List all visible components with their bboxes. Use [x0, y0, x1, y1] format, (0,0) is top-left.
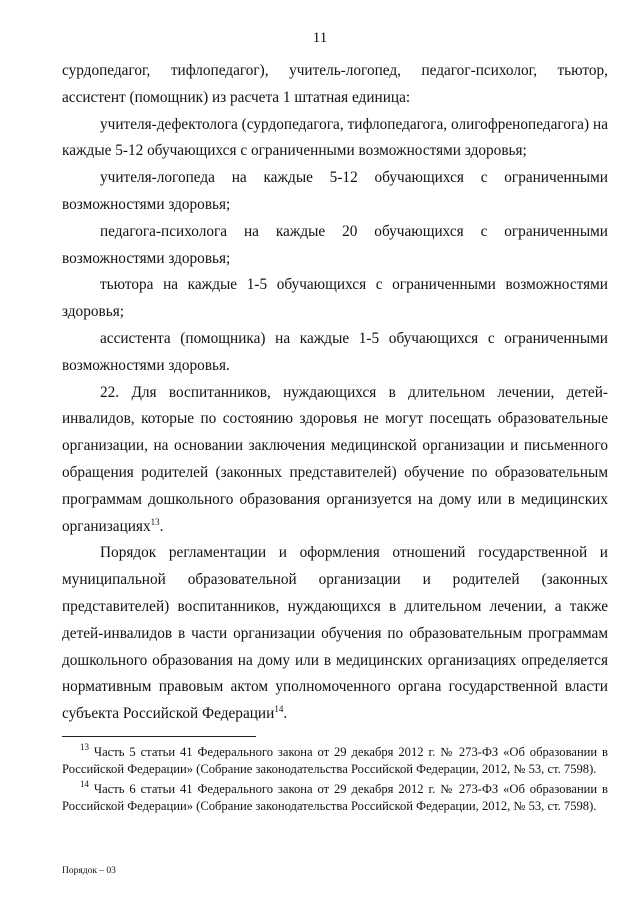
paragraph-psychologist: педагога-психолога на каждые 20 обучающихся с ограниченными возможностями здоровья;	[62, 222, 608, 267]
footer-code: Порядок – 03	[62, 866, 116, 876]
footnotes	[62, 744, 608, 818]
footnote-divider	[62, 736, 256, 737]
document-body	[62, 58, 608, 728]
footnote-14: $^{14}$ Часть 6 статьи 41 Федерального закона от 29 декабря 2012 г. № 273-ФЗ «Об образовании в Российской Федерации» (Собрание законодательства Российской Федерации, 2012, № 53, ст. 7598).	[62, 779, 608, 813]
paragraph-intro: сурдопедагог, тифлопедагог), учитель-логопед, педагог-психолог, тьютор, ассистент (помощник) из расчета 1 штатная единица:	[62, 62, 608, 106]
paragraph-section-22: 22. Для воспитанников, нуждающихся в длительном лечении, детей-инвалидов, которые по состоянию здоровья не могут посещать образовательные организации, на основании заключения медицинской организации и письменного обращения родителей (законных представителей) обучение по образовательным программам дошкольного образования организуется на дому или в медицинских организациях$^{13}$.	[62, 383, 608, 535]
footnote-ref-13[interactable]: 13	[150, 516, 160, 527]
paragraph-assistant: ассистента (помощника) на каждые 1-5 обучающихся с ограниченными возможностями здоровья.	[62, 329, 608, 374]
paragraph-speech-therapist: учителя-логопеда на каждые 5-12 обучающихся с ограниченными возможностями здоровья;	[62, 169, 608, 213]
paragraph-defectologist: учителя-дефектолога (сурдопедагога, тифлопедагога, олигофренопедагога) на каждые 5-12 обучающихся с ограниченными возможностями здоровья;	[62, 115, 608, 160]
footnote-ref-14[interactable]: 14	[274, 704, 284, 715]
page-number: 11	[312, 30, 328, 46]
paragraph-procedure: Порядок регламентации и оформления отношений государственной и муниципальной образовательной организации и родителей (законных представителей) воспитанников, нуждающихся в длительном лечении, а также детей-инвалидов в части организации обучения по образовательным программам дошкольного образования на дому или в медицинских организациях определяется нормативным правовым актом уполномоченного органа государственной власти субъекта Российской Федерации$^{14}$.	[62, 544, 608, 723]
footnote-13: $^{13}$ Часть 5 статьи 41 Федерального закона от 29 декабря 2012 г. № 273-ФЗ «Об образовании в Российской Федерации» (Собрание законодательства Российской Федерации, 2012, № 53, ст. 7598).	[62, 742, 608, 776]
paragraph-tutor: тьютора на каждые 1-5 обучающихся с ограниченными возможностями здоровья;	[62, 276, 608, 321]
